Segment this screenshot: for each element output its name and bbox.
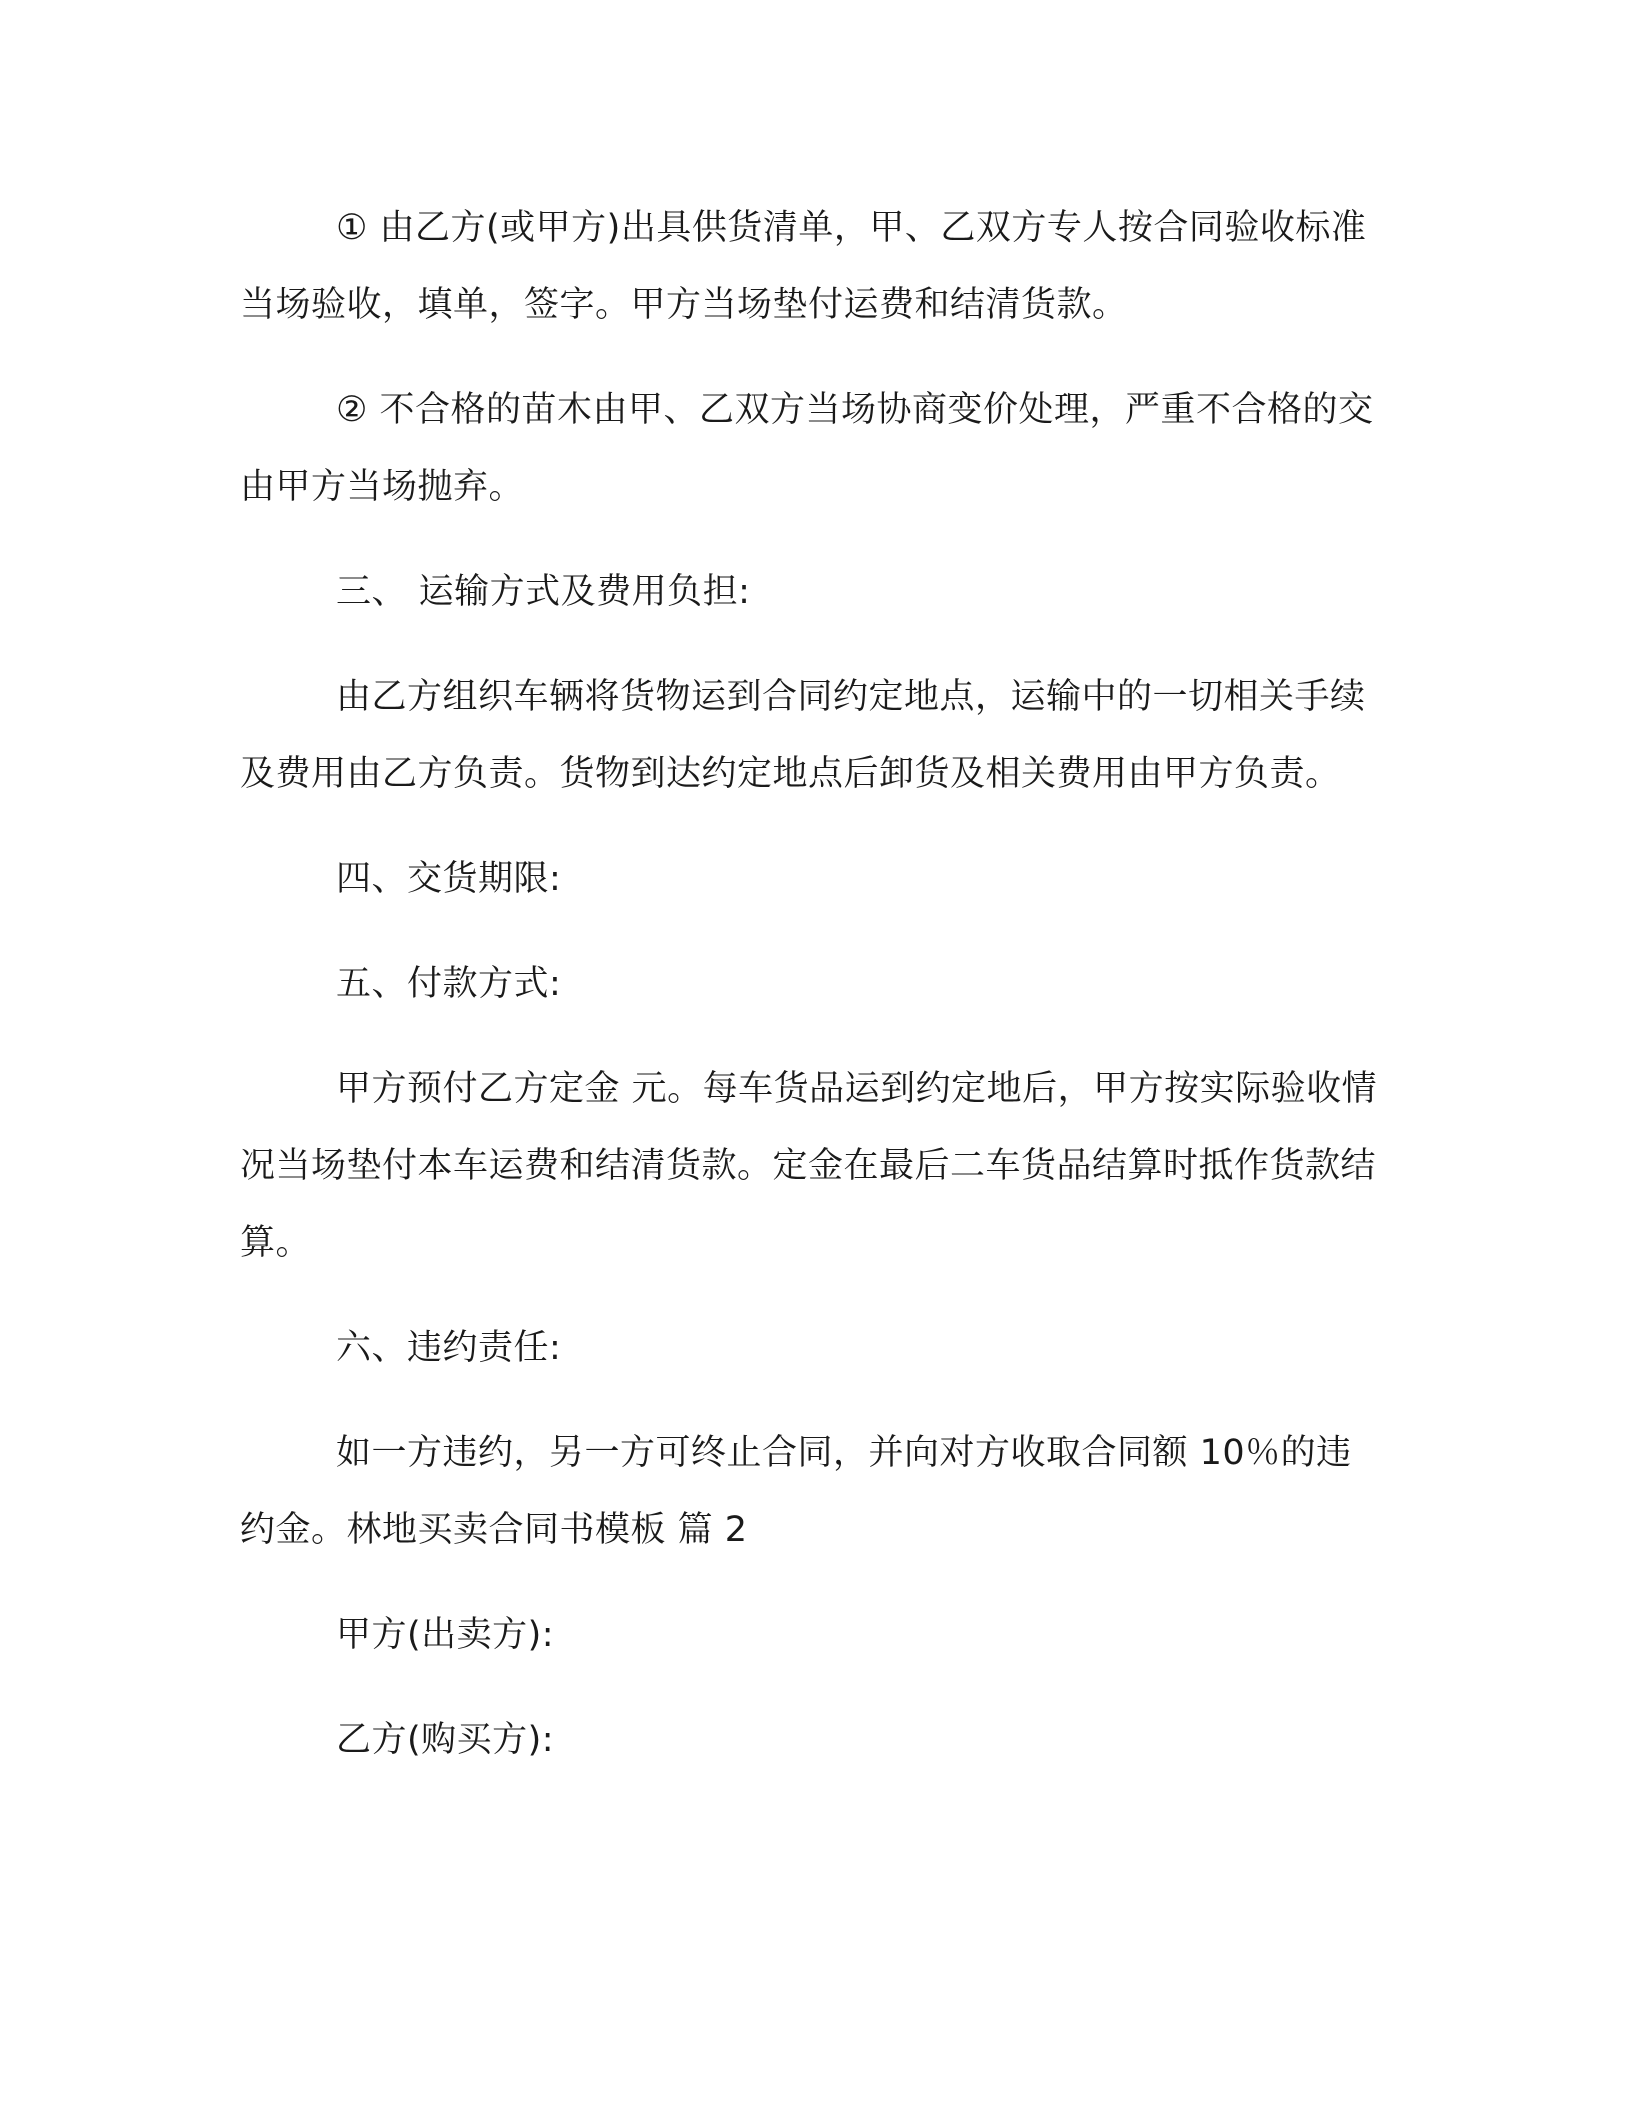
paragraph-breach-details: 如一方违约，另一方可终止合同，并向对方收取合同额 10％的违约金。林地买卖合同书模板 篇 2	[240, 1433, 1352, 1550]
document-body	[240, 190, 1380, 1779]
party-a-seller: 甲方(出卖方):	[336, 1615, 555, 1655]
party-b-buyer: 乙方(购买方):	[336, 1720, 555, 1760]
paragraph-unqualified-seedlings: ② 不合格的苗木由甲、乙双方当场协商变价处理，严重不合格的交由甲方当场抛弃。	[240, 390, 1374, 507]
heading-delivery-deadline: 四、交货期限:	[336, 859, 562, 899]
paragraph-acceptance-procedure: ① 由乙方(或甲方)出具供货清单，甲、乙双方专人按合同验收标准当场验收，填单，签字。甲方当场垫付运费和结清货款。	[240, 208, 1367, 325]
heading-breach-liability: 六、违约责任:	[336, 1328, 562, 1368]
paragraph-payment-details: 甲方预付乙方定金 元。每车货品运到约定地后，甲方按实际验收情况当场垫付本车运费和结清货款。定金在最后二车货品结算时抵作货款结算。	[240, 1069, 1378, 1263]
heading-payment-method: 五、付款方式:	[336, 964, 562, 1004]
heading-transport-costs: 三、 运输方式及费用负担:	[336, 572, 751, 612]
paragraph-transport-details: 由乙方组织车辆将货物运到合同约定地点，运输中的一切相关手续及费用由乙方负责。货物到达约定地点后卸货及相关费用由甲方负责。	[240, 677, 1366, 794]
